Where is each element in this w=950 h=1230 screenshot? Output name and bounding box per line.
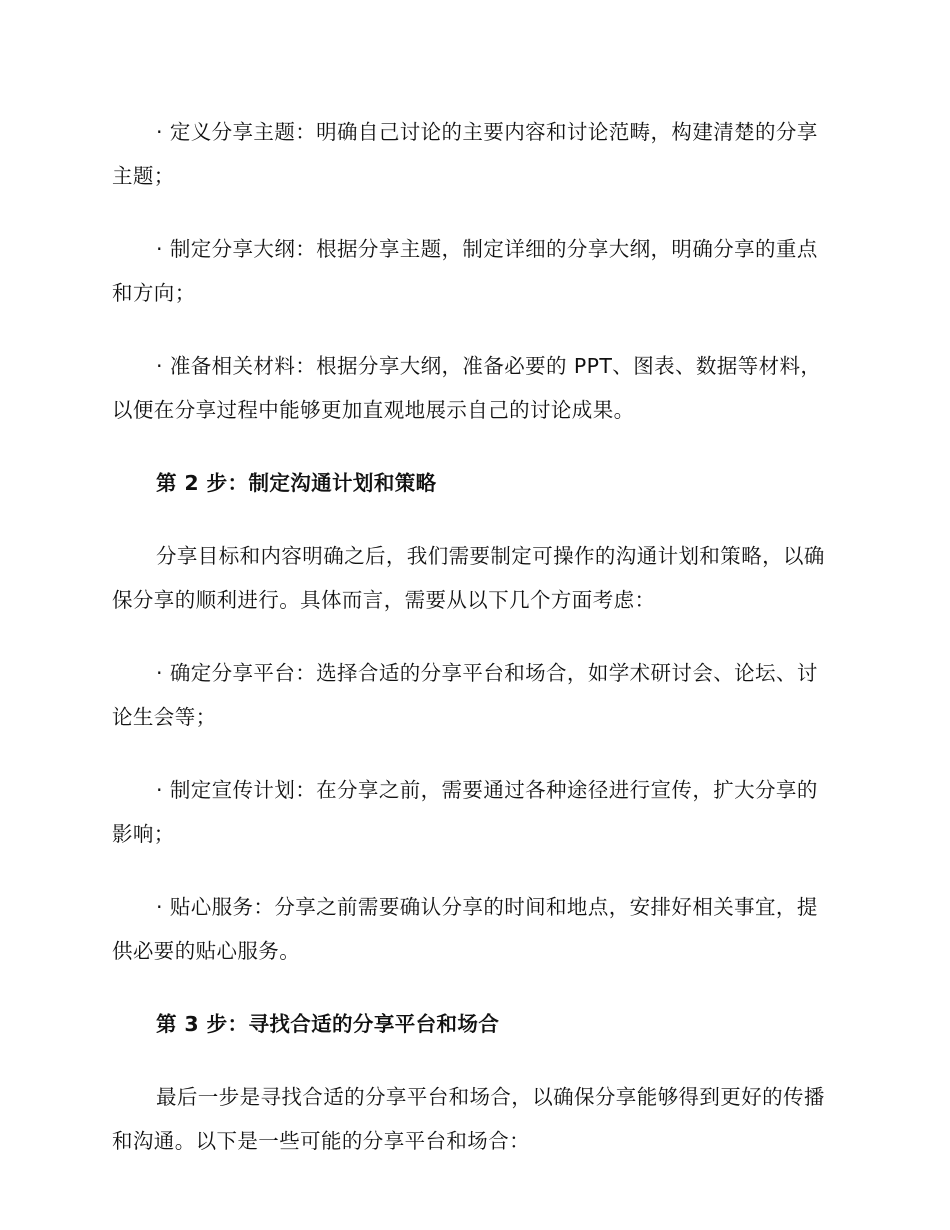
bullet-platform: · 确定分享平台：选择合适的分享平台和场合，如学术研讨会、论坛、讨论生会等； [112, 661, 818, 729]
section-heading-step-3: 第 3 步：寻找合适的分享平台和场合 [156, 1012, 500, 1036]
bullet-promotion: · 制定宣传计划：在分享之前，需要通过各种途径进行宣传，扩大分享的影响； [112, 778, 818, 846]
bullet-service: · 贴心服务：分享之前需要确认分享的时间和地点，安排好相关事宜，提供必要的贴心服务。 [112, 895, 818, 963]
section-heading-step-2: 第 2 步：制定沟通计划和策略 [156, 471, 437, 495]
paragraph-step-2-intro: 分享目标和内容明确之后，我们需要制定可操作的沟通计划和策略，以确保分享的顺利进行。具体而言，需要从以下几个方面考虑： [112, 544, 825, 612]
paragraph-step-3-intro: 最后一步是寻找合适的分享平台和场合，以确保分享能够得到更好的传播和沟通。以下是一些可能的分享平台和场合： [112, 1085, 825, 1153]
document-body [112, 110, 832, 1192]
bullet-define-topic: · 定义分享主题：明确自己讨论的主要内容和讨论范畴，构建清楚的分享主题； [112, 120, 818, 188]
bullet-materials: · 准备相关材料：根据分享大纲，准备必要的 PPT、图表、数据等材料，以便在分享过程中能够更加直观地展示自己的讨论成果。 [112, 354, 822, 422]
bullet-outline: · 制定分享大纲：根据分享主题，制定详细的分享大纲，明确分享的重点和方向； [112, 237, 818, 305]
